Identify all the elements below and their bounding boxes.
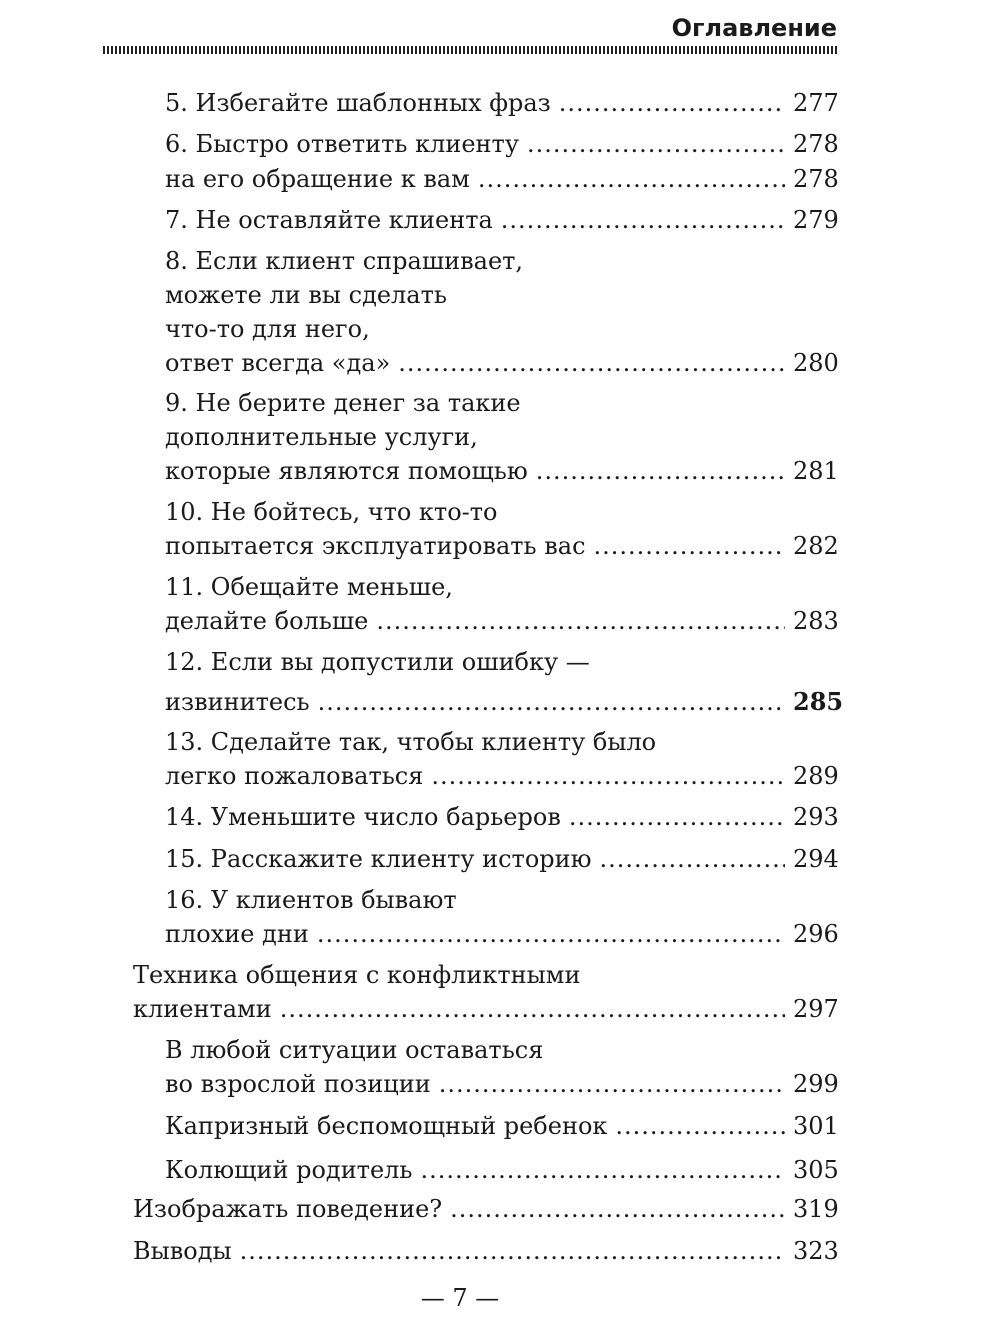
toc-entry-page: 285 <box>793 687 844 716</box>
toc-entry-last-line <box>165 1067 837 1101</box>
toc-entry-line <box>165 386 837 420</box>
leader-dots <box>317 917 785 951</box>
toc-entry-text: 5. Избегайте шаблонных фраз <box>165 89 551 117</box>
toc-entry-text: Колющий родитель <box>165 1156 413 1184</box>
leader-dots <box>398 346 785 380</box>
toc-entry-last-line <box>165 203 837 237</box>
page-number: — 7 — <box>420 1284 500 1312</box>
toc-entry-last-line <box>133 1234 837 1268</box>
toc-entry-last-line <box>165 917 837 951</box>
leader-dots <box>439 1067 785 1101</box>
toc-entry-last-line <box>165 1153 837 1187</box>
toc-entry-text: 15. Расскажите клиенту историю <box>165 845 592 873</box>
toc-entry-text: клиентами <box>133 995 272 1023</box>
toc-entry-text: дополнительные услуги, <box>165 423 478 451</box>
leader-dots <box>615 1109 785 1143</box>
toc-entry-text: Техника общения с конфликтными <box>133 961 581 989</box>
toc-entry-text: 8. Если клиент спрашивает, <box>165 247 524 275</box>
toc-entry-text: плохие дни <box>165 920 309 948</box>
toc-entry-text: легко пожаловаться <box>165 762 424 790</box>
toc-entry-last-line <box>133 992 837 1026</box>
toc-entry-page: 278 <box>793 130 839 158</box>
toc-entry <box>165 203 837 237</box>
leader-dots <box>569 800 785 834</box>
toc-entry <box>165 645 844 719</box>
leader-dots <box>376 604 785 638</box>
toc-entry <box>133 1192 837 1226</box>
toc-entry <box>165 244 837 380</box>
toc-entry-page: 278 <box>793 165 839 193</box>
toc-entry-page: 294 <box>793 845 839 873</box>
toc-entry-page: 323 <box>793 1237 839 1265</box>
toc-entry-last-line <box>165 127 837 161</box>
toc-entry-page: 281 <box>793 457 839 485</box>
toc-entry-text: 14. Уменьшите число барьеров <box>165 803 561 831</box>
toc-entry <box>165 127 837 161</box>
leader-dots <box>420 1153 785 1187</box>
toc-entry-text: 12. Если вы допустили ошибку — <box>165 648 590 676</box>
toc-entry-text: Изображать поведение? <box>133 1195 443 1223</box>
toc-entry-line <box>133 958 837 992</box>
toc-entry-last-line <box>133 1192 837 1226</box>
leader-dots <box>594 529 785 563</box>
toc-entry-text: на его обращение к вам <box>165 165 470 193</box>
toc-entry-page: 289 <box>793 762 839 790</box>
toc-entry-line <box>165 725 837 759</box>
toc-entry-last-line <box>165 346 837 380</box>
toc-entry <box>165 570 837 638</box>
toc-entry-text: извинитесь <box>165 688 310 716</box>
toc-entry-page: 305 <box>793 1156 839 1184</box>
toc-entry-page: 277 <box>793 89 839 117</box>
toc-entry-line <box>165 244 837 278</box>
toc-entry <box>165 1033 837 1101</box>
toc-entry-page: 279 <box>793 206 839 234</box>
toc-entry-last-line <box>165 842 837 876</box>
toc-entry-text: 9. Не берите денег за такие <box>165 389 521 417</box>
toc-entry-text: 11. Обещайте меньше, <box>165 573 453 601</box>
toc-entry-text: что-то для него, <box>165 315 370 343</box>
toc-entry-line <box>165 420 837 454</box>
toc-entry-page: 293 <box>793 803 839 831</box>
toc-entry-last-line <box>165 604 837 638</box>
toc-entry-line <box>165 495 837 529</box>
leader-dots <box>478 162 785 196</box>
toc-entry-last-line <box>165 759 837 793</box>
toc-entry <box>165 86 837 120</box>
toc-entry-text: 10. Не бойтесь, что кто-то <box>165 498 498 526</box>
leader-dots <box>600 842 785 876</box>
toc-entry-last-line <box>165 685 844 719</box>
toc-entry-line <box>165 570 837 604</box>
toc-entry-line <box>165 883 837 917</box>
toc-entry-page: 319 <box>793 1195 839 1223</box>
toc-entry <box>165 162 837 196</box>
toc-entry-line <box>165 312 837 346</box>
toc-entry-line <box>165 1033 837 1067</box>
leader-dots <box>501 203 785 237</box>
toc-entry-page: 297 <box>793 995 839 1023</box>
toc-entry <box>165 800 837 834</box>
leader-dots <box>318 685 785 719</box>
leader-dots <box>559 86 785 120</box>
toc-entry-page: 296 <box>793 920 839 948</box>
toc-entry-text: 6. Быстро ответить клиенту <box>165 130 519 158</box>
running-header-title: Оглавление <box>671 14 837 42</box>
toc-entry-text: ответ всегда «да» <box>165 349 391 377</box>
leader-dots <box>280 992 785 1026</box>
toc-entry-text: 7. Не оставляйте клиента <box>165 206 493 234</box>
toc-entry-text: Капризный беспомощный ребенок <box>165 1112 608 1140</box>
toc-entry-page: 299 <box>793 1070 839 1098</box>
toc-entry-page: 280 <box>793 349 839 377</box>
toc-entry-last-line <box>165 162 837 196</box>
toc-entry-text: делайте больше <box>165 607 369 635</box>
toc-entry <box>165 495 837 563</box>
leader-dots <box>536 454 785 488</box>
leader-dots <box>431 759 785 793</box>
toc-entry-last-line <box>165 800 837 834</box>
toc-entry-text: Выводы <box>133 1237 232 1265</box>
toc-entry <box>165 883 837 951</box>
toc-entry-last-line <box>165 454 837 488</box>
toc-entry-text: 13. Сделайте так, чтобы клиенту было <box>165 728 657 756</box>
leader-dots <box>450 1192 785 1226</box>
toc-entry-page: 301 <box>793 1112 839 1140</box>
leader-dots <box>240 1234 785 1268</box>
toc-entry-text: можете ли вы сделать <box>165 281 447 309</box>
toc-entry-page: 283 <box>793 607 839 635</box>
toc-entry-text: 16. У клиентов бывают <box>165 886 457 914</box>
toc-entry <box>165 386 837 488</box>
toc-entry-last-line <box>165 86 837 120</box>
toc-entry-line <box>165 278 837 312</box>
leader-dots <box>527 127 785 161</box>
toc-entry-last-line <box>165 529 837 563</box>
toc-entry-text: во взрослой позиции <box>165 1070 431 1098</box>
toc-entry-text: попытается эксплуатировать вас <box>165 532 586 560</box>
toc-entry <box>133 1234 837 1268</box>
toc-entry <box>165 842 837 876</box>
toc-entry <box>165 1153 837 1187</box>
toc-entry-text: которые являются помощью <box>165 457 528 485</box>
toc-entry-line <box>165 645 837 685</box>
toc-entry-text: В любой ситуации оставаться <box>165 1036 544 1064</box>
toc-entry <box>133 958 837 1026</box>
toc-entry-last-line <box>165 1109 837 1143</box>
toc-entry <box>165 1109 837 1143</box>
toc-entry-page: 282 <box>793 532 839 560</box>
toc-entry <box>165 725 837 793</box>
